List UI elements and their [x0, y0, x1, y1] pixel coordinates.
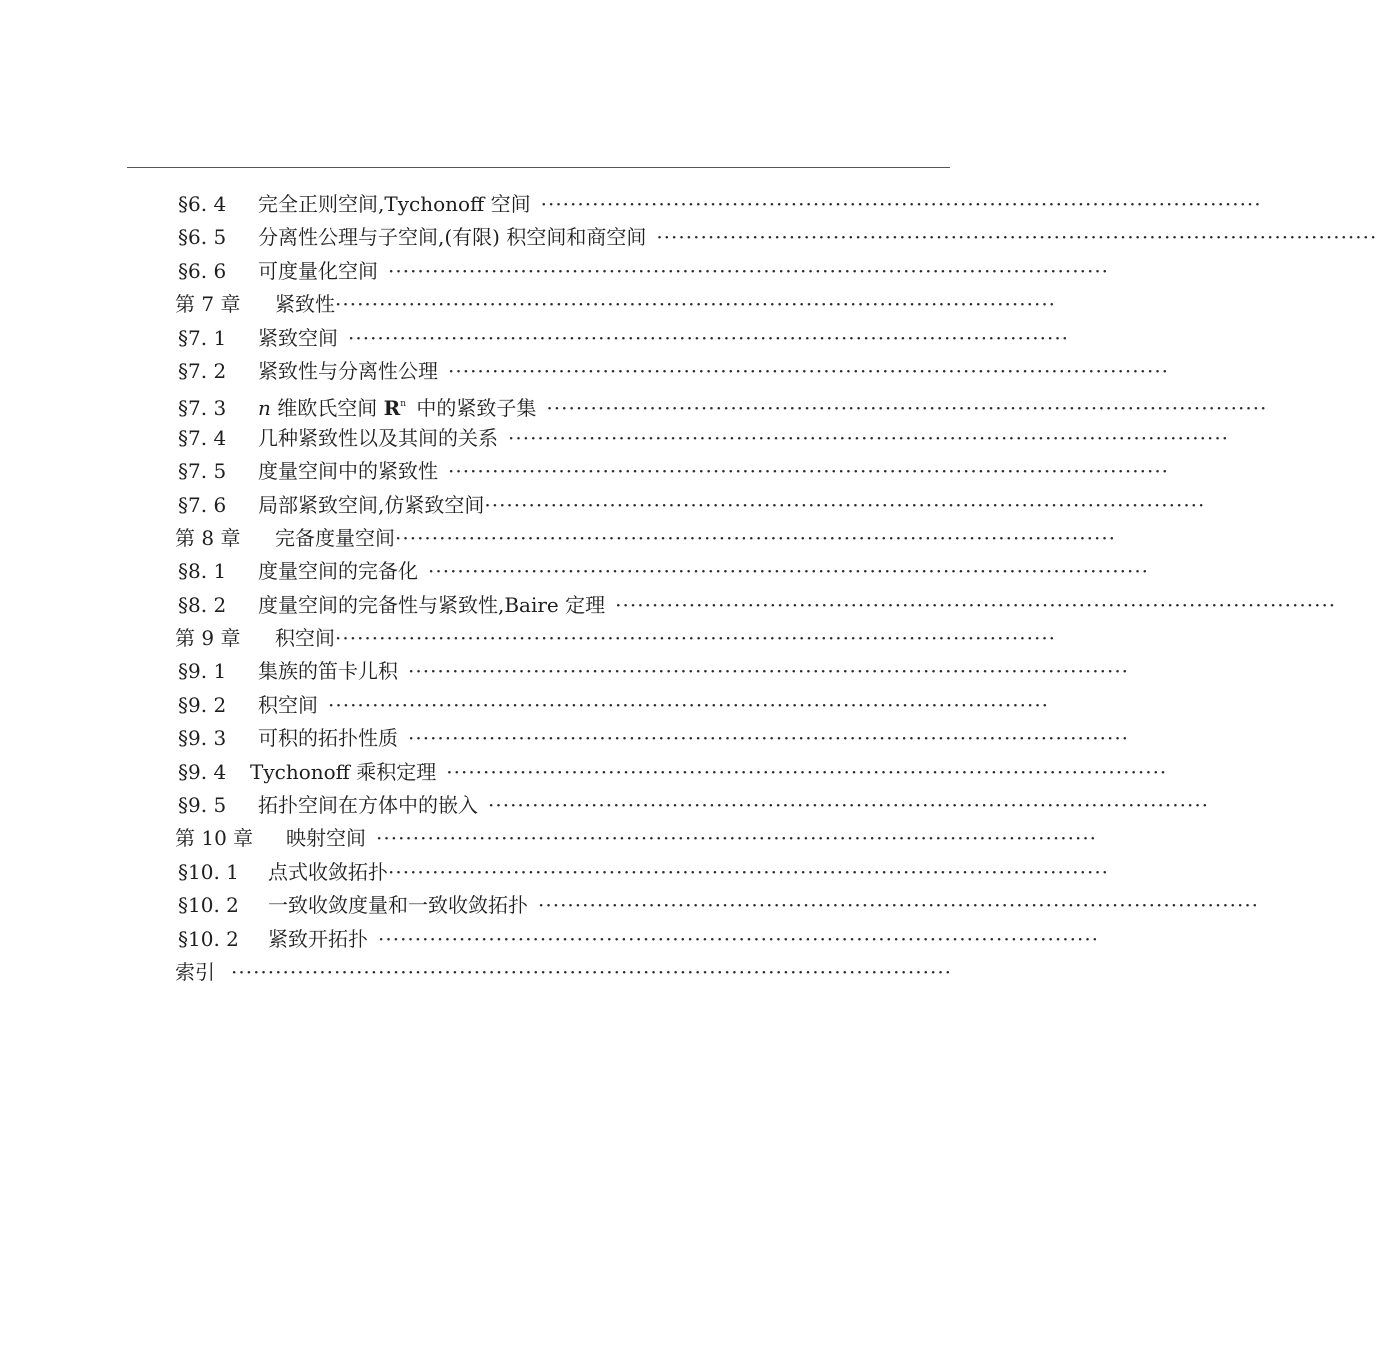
toc-entry[interactable]: [0, 923, 1100, 956]
toc-chapter-title: 完备度量空间: [275, 525, 395, 550]
toc-entry[interactable]: [0, 589, 1337, 622]
title-text: 维欧氏空间: [270, 396, 384, 421]
toc-entry[interactable]: [0, 722, 1130, 755]
toc-entry-number: §9. 5: [178, 793, 227, 818]
toc-chapter-title: 积空间: [275, 626, 335, 651]
toc-entry-number: §7. 2: [178, 358, 227, 383]
toc-entry-number: §10. 2: [178, 893, 239, 918]
toc-entry-title: 可度量化空间: [258, 258, 378, 283]
toc-entry[interactable]: [0, 489, 1206, 522]
dot-leader: ··································································································: [388, 859, 1110, 884]
toc-entry[interactable]: [0, 789, 1210, 822]
toc-entry-title: 积空间: [258, 692, 318, 717]
toc-entry-title: [258, 388, 546, 425]
toc-entry-title: 可积的拓扑性质: [258, 726, 398, 751]
toc-chapter-number: 第 7 章: [175, 292, 241, 317]
toc-chapter-entry[interactable]: [0, 522, 1117, 555]
dot-leader: ··································································································: [540, 192, 1262, 216]
toc-entry-number: §9. 1: [178, 659, 227, 684]
header-rule: [127, 167, 950, 168]
dot-leader: ··································································································: [428, 559, 1150, 584]
toc-entry-title: 局部紧致空间,仿紧致空间: [258, 492, 485, 517]
toc-entry-title: 紧致性与分离性公理: [258, 358, 438, 383]
toc-index-title: 索引: [175, 959, 215, 984]
toc-entry-number: §10. 1: [178, 859, 239, 884]
toc-chapter-entry[interactable]: [0, 288, 1057, 321]
title-text: 中的紧致子集: [410, 396, 537, 421]
toc-entry[interactable]: [0, 388, 1268, 421]
toc-entry-number: §6. 4: [178, 192, 227, 216]
toc-entry-number: §6. 6: [178, 258, 227, 283]
dot-leader: ··································································································: [378, 926, 1100, 951]
dot-leader: ··································································································: [376, 826, 1098, 851]
dot-leader: ··································································································: [488, 793, 1210, 818]
toc-entry-title: 分离性公理与子空间,(有限) 积空间和商空间: [258, 225, 647, 250]
table-of-contents: [0, 188, 1377, 989]
dot-leader: ··································································································: [408, 726, 1130, 751]
toc-entry-number: §10. 2: [178, 926, 239, 951]
toc-entry[interactable]: [0, 322, 1070, 355]
toc-entry-number: §8. 2: [178, 592, 227, 617]
toc-entry-number: §7. 5: [178, 459, 227, 484]
toc-entry-number: §7. 4: [178, 425, 227, 450]
dot-leader: ··································································································: [388, 258, 1110, 283]
toc-entry-title: 度量空间的完备性与紧致性,Baire 定理: [258, 592, 606, 617]
toc-entry-number: §9. 4: [178, 759, 227, 784]
toc-chapter-number: 第 8 章: [175, 525, 241, 550]
dot-leader: ··································································································: [448, 459, 1170, 484]
dot-leader: ··································································································: [484, 492, 1206, 517]
toc-entry-title: 紧致开拓扑: [268, 926, 368, 951]
toc-entry[interactable]: [0, 422, 1230, 455]
toc-entry-number: §9. 2: [178, 692, 227, 717]
toc-entry[interactable]: [0, 555, 1150, 588]
toc-entry-title: 拓扑空间在方体中的嵌入: [258, 793, 478, 818]
toc-entry-number: §9. 3: [178, 726, 227, 751]
dot-leader: ··································································································: [348, 325, 1070, 350]
toc-entry[interactable]: [0, 355, 1170, 388]
math-symbol-R: R: [383, 396, 401, 421]
dot-leader: ··································································································: [538, 893, 1260, 918]
toc-entry-title: 度量空间的完备化: [258, 559, 418, 584]
toc-chapter-entry[interactable]: [0, 822, 1098, 855]
toc-entry-title: Tychonoff 乘积定理: [250, 759, 437, 784]
toc-entry[interactable]: [0, 889, 1260, 922]
dot-leader: ··································································································: [335, 292, 1057, 317]
toc-entry[interactable]: [0, 689, 1050, 722]
toc-entry-title: 点式收敛拓扑: [268, 859, 388, 884]
dot-leader: ··································································································: [328, 692, 1050, 717]
toc-entry[interactable]: [0, 756, 1168, 789]
toc-entry[interactable]: [0, 255, 1110, 288]
toc-chapter-entry[interactable]: [0, 622, 1057, 655]
dot-leader: ··································································································: [395, 525, 1117, 550]
math-variable-n: n: [258, 396, 271, 421]
dot-leader: ··································································································: [508, 425, 1230, 450]
math-superscript-n: n: [400, 399, 407, 410]
toc-chapter-title: 紧致性: [275, 292, 335, 317]
toc-entry-number: §7. 6: [178, 492, 227, 517]
toc-entry[interactable]: [0, 856, 1110, 889]
toc-entry[interactable]: [0, 455, 1170, 488]
dot-leader: ··································································································: [656, 225, 1377, 250]
toc-entry-title: 完全正则空间,Tychonoff 空间: [258, 192, 531, 216]
toc-entry-number: §7. 1: [178, 325, 227, 350]
toc-index-entry[interactable]: [0, 956, 953, 989]
dot-leader: ··································································································: [448, 358, 1170, 383]
dot-leader: ··································································································: [615, 592, 1337, 617]
toc-entry-title: 集族的笛卡儿积: [258, 659, 398, 684]
toc-entry[interactable]: [0, 188, 1262, 221]
dot-leader: ··································································································: [335, 626, 1057, 651]
toc-entry-number: §7. 3: [178, 396, 227, 421]
toc-entry-title: 紧致空间: [258, 325, 338, 350]
toc-chapter-number: 第 10 章: [175, 826, 254, 851]
toc-chapter-title: 映射空间: [286, 826, 366, 851]
toc-entry-title: 度量空间中的紧致性: [258, 459, 438, 484]
dot-leader: ··································································································: [546, 396, 1268, 421]
dot-leader: ··································································································: [231, 959, 953, 984]
toc-entry[interactable]: [0, 655, 1130, 688]
toc-entry[interactable]: [0, 221, 1377, 254]
toc-entry-title: 一致收敛度量和一致收敛拓扑: [268, 893, 528, 918]
dot-leader: ··································································································: [446, 759, 1168, 784]
dot-leader: ··································································································: [408, 659, 1130, 684]
toc-chapter-number: 第 9 章: [175, 626, 241, 651]
toc-entry-title: 几种紧致性以及其间的关系: [258, 425, 498, 450]
toc-entry-number: §8. 1: [178, 559, 227, 584]
toc-entry-number: §6. 5: [178, 225, 227, 250]
